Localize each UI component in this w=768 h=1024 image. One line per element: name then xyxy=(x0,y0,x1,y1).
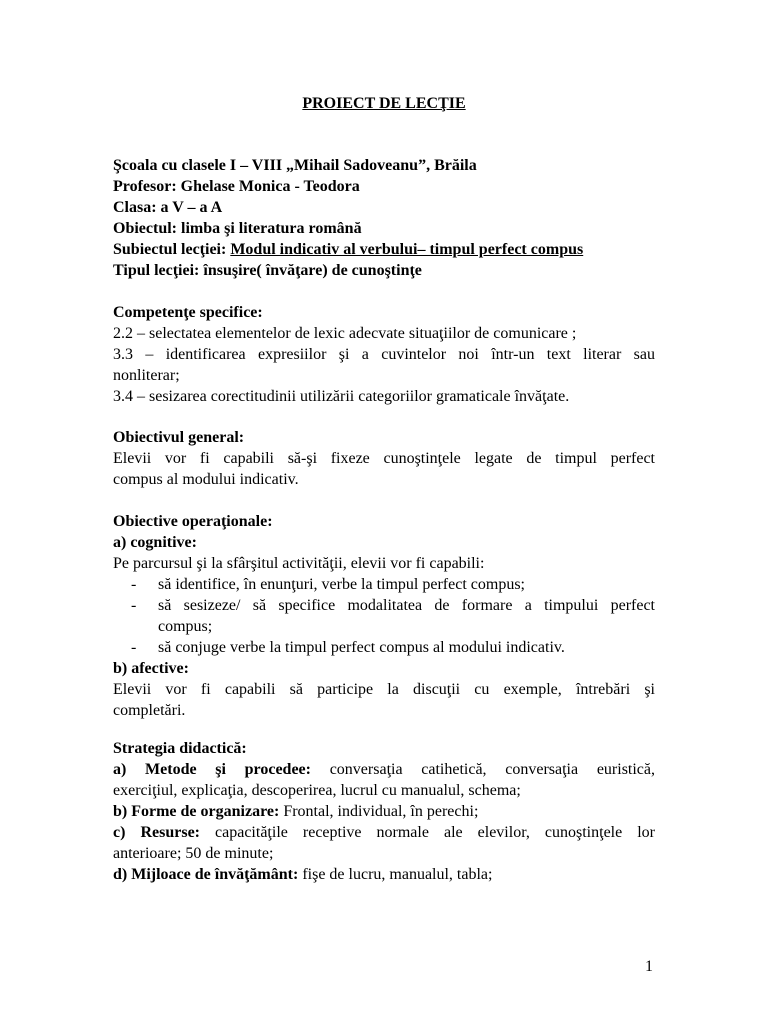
strategy-section xyxy=(113,738,655,885)
strategy-resources xyxy=(113,822,655,843)
teacher-line: Profesor: Ghelase Monica - Teodora xyxy=(113,178,360,195)
means-text: fişe de lucru, manualul, tabla; xyxy=(298,866,493,883)
affective-text: Elevii vor fi capabili să participe la discuţii cu exemple, întrebări şi xyxy=(113,681,655,698)
general-objective-heading: Obiectivul general: xyxy=(113,429,245,446)
strategy-methods xyxy=(113,759,655,780)
strategy-methods-continuation: exerciţiul, explicaţia, descoperirea, lucrul cu manualul, schema; xyxy=(113,782,521,799)
list-item-text: să conjuge verbe la timpul perfect compus al modului indicativ. xyxy=(158,639,565,656)
competence-item: 3.3 – identificarea expresiilor şi a cuvintelor noi într-un text literar sau xyxy=(113,346,655,363)
general-objective-section xyxy=(113,427,655,490)
methods-label: a) Metode şi procedee: xyxy=(113,761,311,778)
strategy-means xyxy=(113,864,655,885)
cognitive-heading: a) cognitive: xyxy=(113,534,197,551)
topic-line xyxy=(113,239,655,260)
methods-text: conversaţia catihetică, conversaţia euristică, xyxy=(311,761,656,778)
bullet-dash: - xyxy=(131,576,137,593)
strategy-heading: Strategia didactică: xyxy=(113,740,247,757)
page-number: 1 xyxy=(645,958,653,975)
list-item-text: să identifice, în enunţuri, verbe la timpul perfect compus; xyxy=(158,576,525,593)
bullet-dash: - xyxy=(131,597,137,614)
forms-label: b) Forme de organizare: xyxy=(113,803,280,820)
topic-value: Modul indicativ al verbului– timpul perfect compus xyxy=(230,241,584,258)
cognitive-intro: Pe parcursul şi la sfârşitul activităţii, elevii vor fi capabili: xyxy=(113,555,485,572)
means-label: d) Mijloace de învăţământ: xyxy=(113,866,299,883)
competence-item-continuation: nonliterar; xyxy=(113,367,180,384)
class-line: Clasa: a V – a A xyxy=(113,199,223,216)
strategy-forms xyxy=(113,801,655,822)
list-item xyxy=(113,595,655,616)
list-item xyxy=(113,637,655,658)
list-item xyxy=(113,574,655,595)
competence-item: 3.4 – sesizarea corectitudinii utilizării categoriilor gramaticale învăţate. xyxy=(113,388,570,405)
resources-label: c) Resurse: xyxy=(113,824,200,841)
school-line: Şcoala cu clasele I – VIII „Mihail Sadoveanu”, Brăila xyxy=(113,157,477,174)
list-item-text: să sesizeze/ să specifice modalitatea de formare a timpului perfect xyxy=(158,597,655,614)
forms-text: Frontal, individual, în perechi; xyxy=(279,803,479,820)
general-objective-text: Elevii vor fi capabili să-şi fixeze cunoştinţele legate de timpul perfect xyxy=(113,450,655,467)
strategy-resources-continuation: anterioare; 50 de minute; xyxy=(113,845,274,862)
competence-item: 2.2 – selectatea elementelor de lexic adecvate situaţiilor de comunicare ; xyxy=(113,325,577,342)
competences-section xyxy=(113,302,655,407)
bullet-dash: - xyxy=(131,639,137,656)
operational-objectives-section xyxy=(113,511,655,721)
lesson-type-line: Tipul lecţiei: însuşire( învăţare) de cunoştinţe xyxy=(113,262,422,279)
list-item-continuation: compus; xyxy=(158,618,213,635)
operational-heading: Obiective operaţionale: xyxy=(113,513,273,530)
affective-heading: b) afective: xyxy=(113,660,189,677)
header-block xyxy=(113,155,655,281)
affective-text: completări. xyxy=(113,702,186,719)
page-title: PROIECT DE LECŢIE xyxy=(302,95,466,112)
resources-text: capacităţile receptive normale ale elevilor, cunoştinţele lor xyxy=(200,824,656,841)
subject-line: Obiectul: limba şi literatura română xyxy=(113,220,362,237)
general-objective-text: compus al modului indicativ. xyxy=(113,471,299,488)
competences-heading: Competenţe specifice: xyxy=(113,304,263,321)
topic-label: Subiectul lecţiei: xyxy=(113,241,231,258)
